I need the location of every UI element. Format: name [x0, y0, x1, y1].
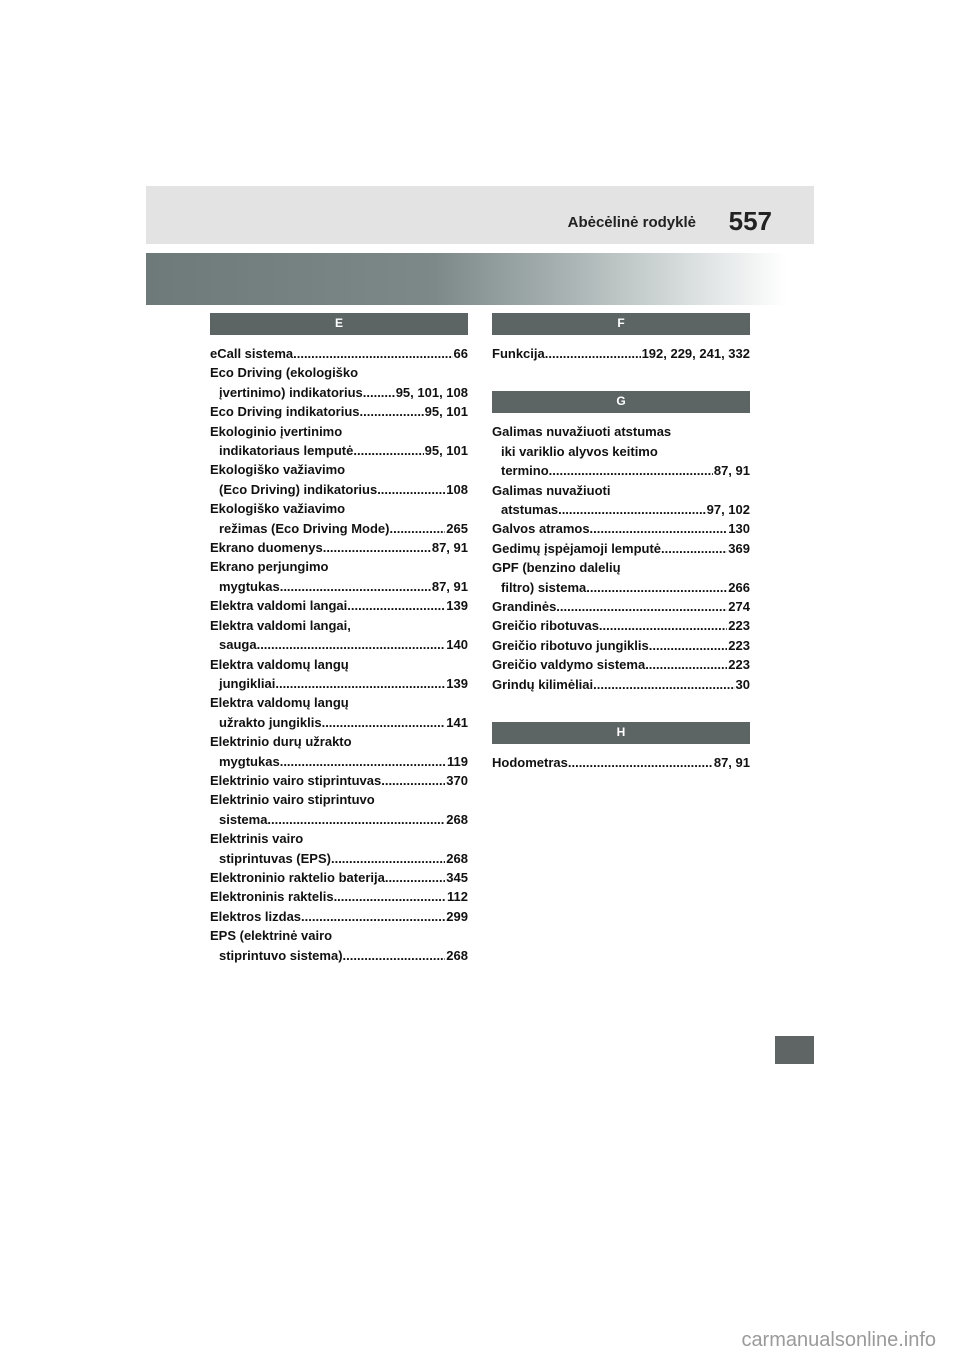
index-entry: [492, 616, 750, 635]
entry-term: Elektra valdomi langai,: [210, 617, 351, 633]
entry-line: [210, 577, 468, 596]
entry-line: [210, 887, 468, 906]
entry-line: [210, 557, 468, 576]
entry-term: Hodometras: [492, 755, 568, 771]
entry-term: Eco Driving (ekologiško: [210, 365, 359, 381]
dot-leader: [360, 402, 424, 421]
dot-leader: [645, 655, 727, 674]
entry-term: indikatoriaus lemputė: [219, 443, 354, 459]
entry-term: GPF (benzino dalelių: [492, 560, 621, 576]
entry-term: režimas (Eco Driving Mode): [219, 520, 390, 536]
entry-term: Grandinės: [492, 599, 557, 615]
index-entry: [210, 829, 468, 868]
dot-leader: [389, 519, 445, 538]
entry-term: Elektra valdomi langai: [210, 598, 348, 614]
index-entry: [210, 771, 468, 790]
dot-leader: [347, 596, 445, 615]
page-reference: 274: [728, 599, 750, 615]
index-entry: [492, 422, 750, 480]
page-reference: 108: [446, 481, 468, 497]
entry-line: [210, 790, 468, 809]
page-reference: 112: [447, 889, 468, 905]
page-reference: 299: [446, 908, 468, 924]
page-reference: 95, 101: [424, 443, 468, 459]
index-entry: [210, 596, 468, 615]
entry-term: sistema: [219, 811, 268, 827]
dot-leader: [334, 887, 446, 906]
entry-term: Galimas nuvažiuoti: [492, 482, 611, 498]
entry-line: [210, 422, 468, 441]
entry-line: [492, 636, 750, 655]
entry-line: [210, 635, 468, 654]
entry-line: [492, 461, 750, 480]
entry-term: mygtukas: [219, 753, 280, 769]
entry-term: stiprintuvo sistema): [219, 947, 343, 963]
dot-leader: [556, 597, 727, 616]
entry-line: [492, 675, 750, 694]
index-entry: [492, 655, 750, 674]
entry-line: [210, 596, 468, 615]
index-entry: [492, 558, 750, 597]
entry-term: Grindų kilimėliai: [492, 676, 594, 692]
page-reference: 66: [453, 346, 468, 361]
section-letter-header: G: [492, 391, 750, 413]
entry-term: jungikliai: [219, 675, 276, 691]
entry-line: [492, 558, 750, 577]
entry-term: Elektros lizdas: [210, 908, 302, 924]
entry-line: [210, 713, 468, 732]
page-reference: 223: [728, 657, 750, 673]
index-column-right: [492, 313, 750, 773]
entry-term: EPS (elektrinė vairo: [210, 928, 333, 944]
index-entry: [492, 597, 750, 616]
dot-leader: [599, 616, 727, 635]
dot-leader: [649, 636, 728, 655]
entry-line: [210, 752, 468, 771]
page-reference: 266: [728, 579, 750, 595]
page-reference: 369: [728, 540, 750, 556]
entry-line: [210, 907, 468, 926]
entry-term: Greičio ribotuvas: [492, 618, 599, 634]
entry-term: eCall sistema: [210, 346, 294, 361]
index-entry: [210, 732, 468, 771]
index-entry: [210, 363, 468, 402]
index-column-left: [210, 313, 468, 965]
dot-leader: [545, 344, 641, 363]
dot-leader: [568, 753, 713, 772]
index-entry: [492, 481, 750, 520]
page-reference: 130: [728, 521, 750, 537]
entry-line: [492, 481, 750, 500]
entry-line: [210, 674, 468, 693]
entry-term: Elektroninis raktelis: [210, 889, 334, 905]
entry-line: [492, 597, 750, 616]
entry-term: Ekologiško važiavimo: [210, 462, 346, 478]
index-entry: [210, 926, 468, 965]
dot-leader: [558, 500, 706, 519]
dot-leader: [301, 907, 445, 926]
entry-term: stiprintuvas (EPS): [219, 850, 331, 866]
index-entry: [210, 868, 468, 887]
entry-line: [210, 868, 468, 887]
entry-line: [210, 480, 468, 499]
entry-line: [210, 499, 468, 518]
entry-line: [492, 655, 750, 674]
page-reference: 97, 102: [706, 502, 750, 518]
page-reference: 95, 101, 108: [395, 384, 468, 400]
page-reference: 192, 229, 241, 332: [641, 346, 750, 361]
page-reference: 119: [447, 753, 468, 769]
section-letter-header: H: [492, 722, 750, 744]
index-entry: [492, 539, 750, 558]
entry-line: [492, 442, 750, 461]
dot-leader: [549, 461, 713, 480]
index-entry: [210, 402, 468, 421]
dot-leader: [385, 868, 445, 887]
index-entry: [210, 460, 468, 499]
entry-line: [492, 753, 750, 772]
index-entry: [492, 636, 750, 655]
dot-leader: [275, 674, 445, 693]
entry-term: filtro) sistema: [501, 579, 587, 595]
entry-term: Elektrinio vairo stiprintuvas: [210, 772, 382, 788]
dot-leader: [586, 578, 727, 597]
page-reference: 140: [446, 637, 468, 653]
dot-leader: [280, 577, 431, 596]
index-entry: [492, 519, 750, 538]
entry-line: [210, 363, 468, 382]
entry-line: [492, 344, 750, 363]
page-reference: 87, 91: [431, 578, 468, 594]
page-reference: 87, 91: [431, 540, 468, 556]
entry-list: [210, 335, 468, 965]
watermark: carmanualsonline.info: [741, 1329, 936, 1351]
index-entry: [210, 693, 468, 732]
page-header: [146, 186, 814, 244]
entry-term: Ekrano perjungimo: [210, 559, 329, 575]
dot-leader: [377, 480, 445, 499]
page-reference: 223: [728, 637, 750, 653]
dot-leader: [331, 849, 445, 868]
entry-line: [492, 422, 750, 441]
dot-leader: [353, 441, 423, 460]
entry-list: [492, 335, 750, 363]
section-gap: [492, 363, 750, 391]
index-entry: [210, 907, 468, 926]
index-entry: [210, 655, 468, 694]
index-entry: [210, 616, 468, 655]
entry-term: Galvos atramos: [492, 521, 590, 537]
page-reference: 268: [446, 850, 468, 866]
dot-leader: [363, 383, 395, 402]
entry-line: [210, 810, 468, 829]
page-number: 557: [728, 206, 772, 236]
dot-leader: [343, 946, 446, 965]
entry-term: Ekrano duomenys: [210, 540, 323, 556]
entry-term: užrakto jungiklis: [219, 714, 322, 730]
dot-leader: [590, 519, 728, 538]
entry-term: Gedimų įspėjamoji lemputė: [492, 540, 662, 556]
dot-leader: [323, 538, 431, 557]
entry-list: [492, 744, 750, 772]
entry-term: sauga: [219, 637, 257, 653]
entry-term: Galimas nuvažiuoti atstumas: [492, 424, 672, 440]
page-reference: 141: [446, 714, 468, 730]
entry-term: Ekologiško važiavimo: [210, 501, 346, 517]
entry-line: [210, 383, 468, 402]
header-title: Abėcėlinė rodyklė: [567, 214, 696, 231]
index-entry: [210, 422, 468, 461]
entry-term: įvertinimo) indikatorius: [219, 384, 363, 400]
page-reference: 87, 91: [713, 463, 750, 479]
entry-line: [210, 441, 468, 460]
entry-line: [210, 732, 468, 751]
page-reference: 87, 91: [713, 755, 750, 771]
thumb-index-tab: [775, 1036, 814, 1064]
entry-line: [210, 616, 468, 635]
section-gap: [492, 694, 750, 722]
dot-leader: [593, 675, 734, 694]
dot-leader: [661, 539, 727, 558]
dot-leader: [267, 810, 445, 829]
entry-term: Funkcija: [492, 346, 545, 361]
entry-term: termino: [501, 463, 549, 479]
entry-line: [492, 578, 750, 597]
page-reference: 370: [446, 772, 468, 788]
entry-line: [210, 402, 468, 421]
entry-term: iki variklio alyvos keitimo: [501, 443, 658, 459]
entry-line: [210, 946, 468, 965]
entry-term: Elektra valdomų langų: [210, 695, 349, 711]
entry-line: [492, 539, 750, 558]
decorative-band: [146, 253, 786, 305]
entry-line: [492, 519, 750, 538]
index-entry: [492, 753, 750, 772]
entry-line: [492, 500, 750, 519]
entry-line: [210, 771, 468, 790]
page-reference: 95, 101: [424, 404, 468, 420]
entry-line: [210, 344, 468, 363]
entry-line: [210, 829, 468, 848]
page-reference: 139: [446, 675, 468, 691]
page-reference: 223: [728, 618, 750, 634]
entry-term: Ekologinio įvertinimo: [210, 423, 343, 439]
entry-line: [210, 655, 468, 674]
entry-line: [210, 519, 468, 538]
index-entry: [210, 790, 468, 829]
entry-term: Greičio ribotuvo jungiklis: [492, 637, 649, 653]
entry-line: [210, 460, 468, 479]
index-entry: [492, 344, 750, 363]
entry-line: [210, 538, 468, 557]
entry-line: [492, 616, 750, 635]
dot-leader: [280, 752, 446, 771]
entry-term: Elektroninio raktelio baterija: [210, 869, 385, 885]
page-reference: 30: [735, 676, 750, 692]
entry-term: Elektrinio durų užrakto: [210, 734, 352, 750]
index-entry: [210, 344, 468, 363]
entry-term: Eco Driving indikatorius: [210, 404, 360, 420]
index-entry: [210, 499, 468, 538]
dot-leader: [381, 771, 445, 790]
page-reference: 265: [446, 520, 468, 536]
entry-term: mygtukas: [219, 578, 280, 594]
section-letter-header: E: [210, 313, 468, 335]
page-reference: 345: [446, 869, 468, 885]
index-entry: [492, 675, 750, 694]
entry-term: (Eco Driving) indikatorius: [219, 481, 378, 497]
index-entry: [210, 887, 468, 906]
entry-term: Elektrinis vairo: [210, 831, 304, 847]
entry-term: Elektrinio vairo stiprintuvo: [210, 792, 375, 808]
entry-term: Elektra valdomų langų: [210, 656, 349, 672]
entry-line: [210, 693, 468, 712]
entry-list: [492, 413, 750, 694]
entry-line: [210, 849, 468, 868]
entry-line: [210, 926, 468, 945]
entry-term: atstumas: [501, 502, 559, 518]
index-entry: [210, 538, 468, 557]
section-letter-header: F: [492, 313, 750, 335]
index-entry: [210, 557, 468, 596]
page-reference: 268: [446, 811, 468, 827]
page-reference: 139: [446, 598, 468, 614]
dot-leader: [293, 344, 452, 363]
page-reference: 268: [446, 947, 468, 963]
dot-leader: [257, 635, 446, 654]
entry-term: Greičio valdymo sistema: [492, 657, 646, 673]
dot-leader: [322, 713, 446, 732]
